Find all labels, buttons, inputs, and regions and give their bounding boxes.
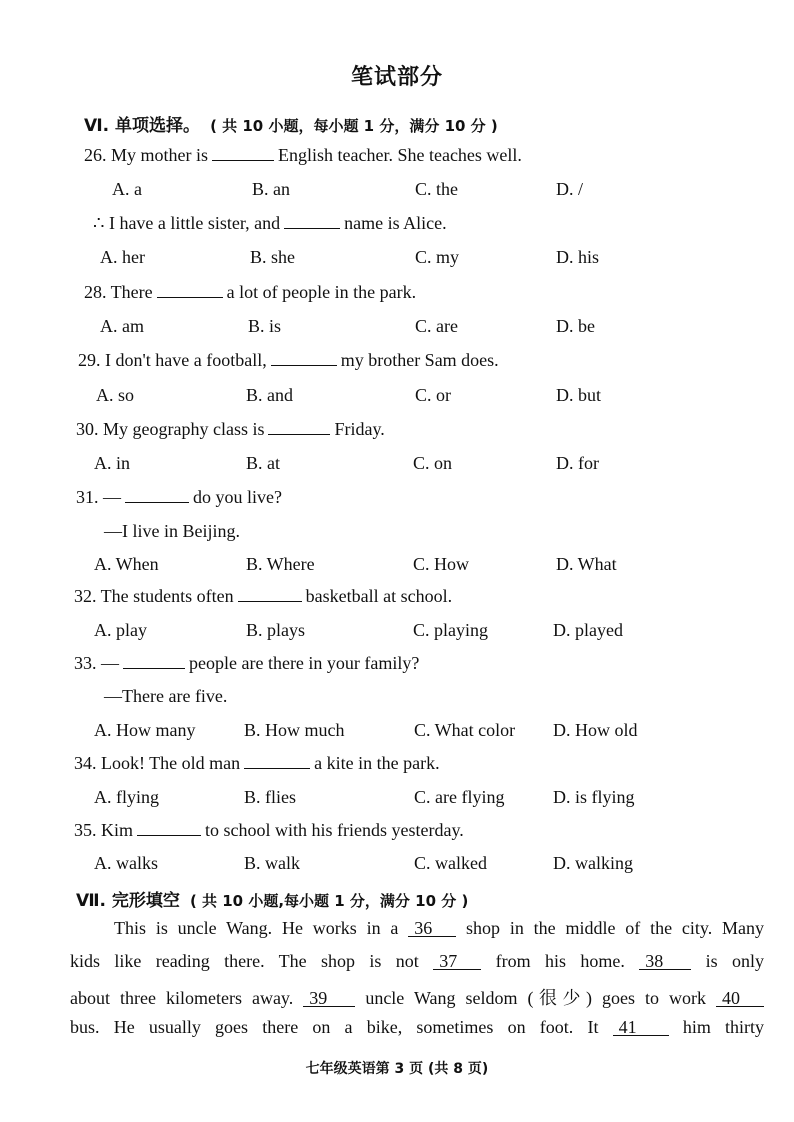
section-7-note: ( 共 10 小题,每小题 1 分，满分 10 分 ) <box>189 892 469 910</box>
question-text-post: basketball at school. <box>305 586 453 606</box>
cloze-text: uncle Wang seldom (很少) goes to work <box>365 988 707 1008</box>
option-b: B. walk <box>244 853 300 873</box>
question-text-pre: 29. I don't have a football, <box>78 350 267 370</box>
answer-blank <box>137 821 201 836</box>
answer-blank <box>284 214 340 229</box>
question-28 <box>84 282 416 303</box>
option-a: A. so <box>96 385 135 405</box>
section-7-heading <box>76 886 468 911</box>
option-d: D. How old <box>553 720 638 740</box>
cloze-text: from his home. <box>495 951 625 971</box>
option-c: C. or <box>415 385 451 405</box>
cloze-text: This is uncle Wang. He works in a <box>114 918 399 938</box>
cloze-blank-36: 36 <box>408 920 456 937</box>
option-d: D. is flying <box>553 787 635 807</box>
option-d: D. walking <box>553 853 633 873</box>
cloze-text: kids like reading there. The shop is not <box>70 951 419 971</box>
question-27 <box>93 213 447 234</box>
question-text-post: English teacher. She teaches well. <box>278 145 522 165</box>
question-29 <box>78 350 499 371</box>
cloze-line <box>70 918 764 939</box>
option-d: D. / <box>556 179 583 199</box>
answer-blank <box>271 351 337 366</box>
answer-blank <box>238 587 302 602</box>
question-text-post: people are there in your family? <box>189 653 420 673</box>
question-text-pre: ∴ I have a little sister, and <box>93 213 281 233</box>
page-footer: 七年级英语第 3 页 (共 8 页) <box>305 1061 489 1077</box>
option-b: B. plays <box>246 620 306 640</box>
option-b: B. an <box>252 179 290 199</box>
option-a: A. a <box>112 179 142 199</box>
question-text-post: my brother Sam does. <box>340 350 499 370</box>
question-text-pre: 31. — <box>76 487 121 507</box>
question-34 <box>74 753 440 774</box>
option-a: A. play <box>94 620 147 640</box>
option-d: D. be <box>556 316 595 336</box>
option-a: A. am <box>100 316 144 336</box>
question-text-post: do you live? <box>193 487 282 507</box>
answer-blank <box>212 146 274 161</box>
page-title: 笔试部分 <box>350 65 443 90</box>
option-b: B. and <box>246 385 293 405</box>
answer-blank <box>157 283 223 298</box>
question-35 <box>74 820 464 841</box>
section-7-title: Ⅶ. 完形填空 <box>76 891 180 911</box>
answer-blank <box>244 754 310 769</box>
option-b: B. is <box>248 316 282 336</box>
section-6-note: ( 共 10 小题，每小题 1 分，满分 10 分 ) <box>210 117 498 135</box>
question-text-post: a lot of people in the park. <box>226 282 417 302</box>
question-text-pre: 26. My mother is <box>84 145 208 165</box>
option-b: B. Where <box>246 554 315 574</box>
question-text-pre: 32. The students often <box>74 586 234 606</box>
option-c: C. are <box>415 316 458 336</box>
option-c: C. walked <box>414 853 487 873</box>
cloze-line <box>70 951 764 972</box>
question-30 <box>76 419 385 440</box>
option-b: B. How much <box>244 720 345 740</box>
question-text-pre: 33. — <box>74 653 119 673</box>
answer-blank <box>125 488 189 503</box>
cloze-text: him thirty <box>682 1017 765 1037</box>
question-text-post: a kite in the park. <box>314 753 440 773</box>
option-b: B. she <box>250 247 295 267</box>
option-a: A. How many <box>94 720 196 740</box>
question-32 <box>74 586 452 607</box>
option-d: D. his <box>556 247 600 267</box>
question-text-post: Friday. <box>334 419 385 439</box>
cloze-text: bus. He usually goes there on a bike, sometimes on foot. It <box>70 1017 599 1037</box>
answer-blank <box>268 420 330 435</box>
question-text-pre: 34. Look! The old man <box>74 753 241 773</box>
cloze-blank-39: 39 <box>303 990 355 1007</box>
question-31 <box>76 487 282 508</box>
question-33 <box>74 653 419 674</box>
option-d: D. played <box>553 620 623 640</box>
cloze-blank-37: 37 <box>433 953 481 970</box>
cloze-blank-38: 38 <box>639 953 691 970</box>
option-c: C. my <box>415 247 460 267</box>
option-a: A. walks <box>94 853 158 873</box>
question-text-post: to school with his friends yesterday. <box>205 820 464 840</box>
option-b: B. flies <box>244 787 296 807</box>
option-a: A. flying <box>94 787 159 807</box>
option-d: D. for <box>556 453 599 473</box>
option-a: A. her <box>100 247 145 267</box>
option-c: C. the <box>415 179 458 199</box>
option-b: B. at <box>246 453 280 473</box>
question-text-pre: 28. There <box>84 282 153 302</box>
question-text-post: name is Alice. <box>344 213 447 233</box>
answer-blank <box>123 654 185 669</box>
question-31-reply: —I live in Beijing. <box>104 521 240 541</box>
cloze-text: about three kilometers away. <box>70 988 294 1008</box>
option-d: D. What <box>556 554 617 574</box>
cloze-line <box>70 984 764 1010</box>
option-c: C. What color <box>414 720 516 740</box>
question-33-reply: —There are five. <box>104 686 228 706</box>
option-a: A. in <box>94 453 130 473</box>
question-26 <box>84 145 522 166</box>
cloze-blank-40: 40 <box>716 990 764 1007</box>
question-text-pre: 35. Kim <box>74 820 134 840</box>
cloze-line <box>70 1017 764 1038</box>
option-a: A. When <box>94 554 159 574</box>
option-c: C. How <box>413 554 470 574</box>
question-text-pre: 30. My geography class is <box>76 419 265 439</box>
option-c: C. are flying <box>414 787 505 807</box>
section-6-heading <box>84 111 498 136</box>
option-c: C. on <box>413 453 453 473</box>
cloze-text: is only <box>705 951 765 971</box>
section-6-title: Ⅵ. 单项选择。 <box>84 116 201 136</box>
option-c: C. playing <box>413 620 488 640</box>
cloze-text: shop in the middle of the city. Many <box>466 918 765 938</box>
option-d: D. but <box>556 385 601 405</box>
cloze-blank-41: 41 <box>613 1019 669 1036</box>
